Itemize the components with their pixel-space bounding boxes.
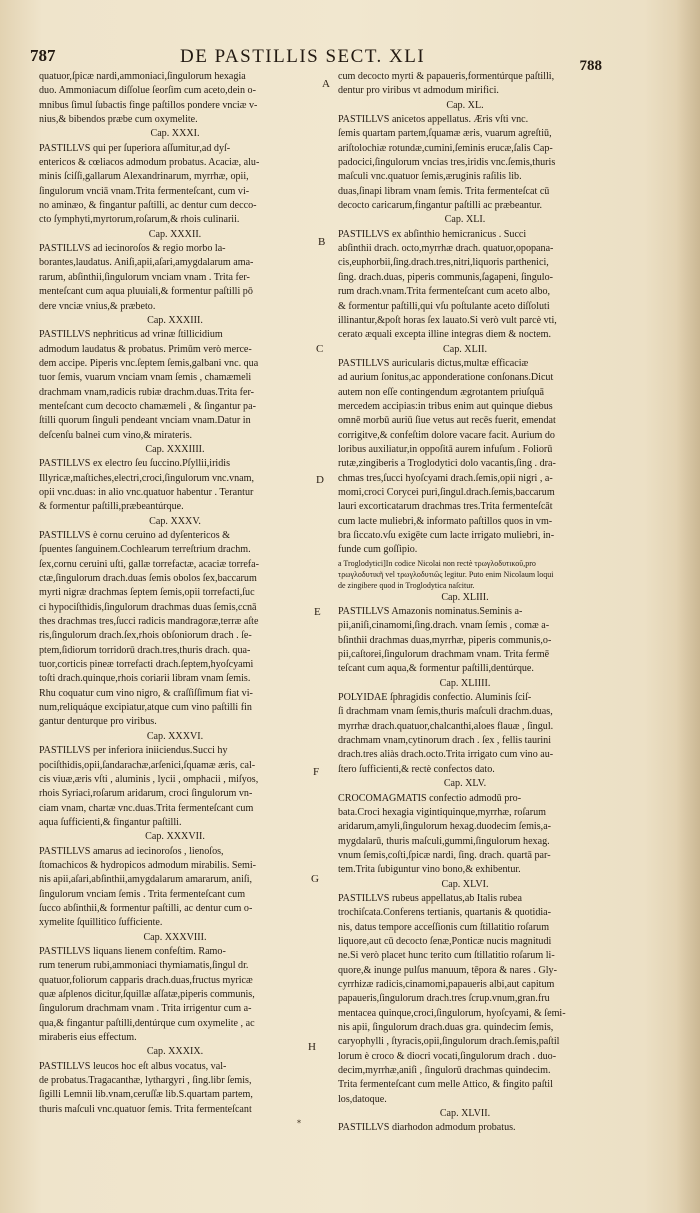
text-line: decim,myrrhæ,aniſi , ſingulorū drachmas quindecim. [338, 1065, 551, 1077]
left-text-column [39, 70, 311, 1117]
text-line: quore,& inunge pulſus manuum, tēpora & nares . Gly- [338, 964, 557, 976]
chapter-heading: Cap. XXXVI. [146, 730, 204, 742]
text-line: pii,caſtorei,ſingulorum drachmam vnam. Trita fermē [338, 649, 550, 661]
text-line: cto ſymphyti,myrtorum,roſarum,& rhois culinarii. [39, 214, 240, 226]
text-line: opii vnc.duas: in alio vnc.quatuor habentur . Terantur [39, 486, 254, 498]
text-line: pociſthidis,opii,ſandarachæ,arſenici,ſquamæ æris, cal- [39, 759, 256, 771]
text-line: ſemis quartam partem,ſquamæ æris, vuarum agreſtiū, [338, 128, 552, 140]
text-line: minis ſciſſi,gallarum Alexandrinarum, myrrhæ, opii, [39, 171, 249, 183]
text-line: lauri excorticatarum drachmas tres.Trita fermenteſcāt [338, 501, 553, 513]
text-line: ſingulorum drachmam vnam . Trita irrigentur cum a- [39, 1003, 252, 1015]
text-line: borantes,laudatus. Aniſi,apii,aſari,amygdalarum ama- [39, 257, 254, 269]
text-line: gantur denturque pro viribus. [39, 716, 157, 728]
chapter-heading: Cap. XXXVIII. [143, 931, 207, 943]
text-line: funde cum goſſipio. [338, 544, 418, 556]
chapter-heading: Cap. XXXV. [149, 515, 201, 527]
text-line: mygdalarū, thuris maſculi,gummi,ſingulorum hexag. [338, 835, 550, 847]
text-line: chmas tres,ſucci hyoſcyami drach.ſemis,opii nigri , a- [338, 472, 553, 484]
text-line: quatuor,ſpicæ nardi,ammoniaci,ſingulorum hexagia [39, 71, 246, 82]
text-line: rarum, abſinthii,ſingulorum vnciam vnam . Trita fer- [39, 271, 250, 283]
text-line: thuris maſculi vnc.quatuor ſemis. Trita fermenteſcant [39, 1103, 252, 1115]
text-line: PASTILLVS anicetos appellatus. Æris vſti vnc. [338, 114, 529, 126]
text-line: rhois Syriaci,roſarum aridarum, croci ſingulorum vn- [39, 788, 253, 800]
text-line: cis,euphorbii,ſing.drach.tres,nitri,liquoris parthenici, [338, 257, 549, 269]
text-line: tuor ſemis, vuarum vnciam vnam ſemis , chamæmeli [39, 372, 252, 384]
text-line: CROCOMAGMATIS confectio admodū pro- [338, 792, 522, 804]
text-line: maſculi vnc.quatuor ſemis,æruginis raſilis lib. [338, 171, 522, 183]
right-text-column [338, 70, 592, 1136]
text-line: pii,aniſi,cinamomi,ſing.drach. vnam ſemis , comæ a- [338, 620, 550, 632]
text-line: bra ſiccato.vſu exigēte cum lacte irrigato muliebri, in- [338, 530, 555, 541]
text-line: PASTILLVS per inferiora iniiciendus.Succi hy [39, 745, 228, 757]
chapter-heading: Cap. XLIIII. [439, 677, 491, 689]
chapter-heading: Cap. XXXI. [150, 128, 200, 140]
text-line: drachmam vnam,cytinorum drach . ſex , fellis taurini [338, 735, 552, 747]
text-line: caryophylli , ſtyracis,opii,ſingulorum drach.ſemis,paſtil [338, 1036, 560, 1048]
text-line: ciam vnam, chartæ vnc.duas.Trita fermenteſcant cum [39, 802, 254, 814]
text-line: liquore,aut cū decocto ſenæ,Ponticæ nucis magnitudi [338, 935, 552, 947]
page-number-left: 787 [30, 46, 56, 65]
margin-letter: A [322, 78, 330, 90]
margin-letter: F [313, 766, 320, 778]
text-line: nis, datus tempore acceſſionis cum ſtillatitio roſarum [338, 921, 550, 933]
text-line: aridarum,amyli,ſingulorum hexag.duodecim ſemis,a- [338, 821, 552, 833]
text-line: nis apii,aſari,abſinthii,amygdalarum amararum, aniſi, [39, 874, 253, 886]
text-line: PASTILLVS nephriticus ad vrinæ ſtillicidium [39, 329, 223, 341]
text-line: ſi drachmam vnam ſemis,thuris maſculi drachm.duas, [338, 706, 553, 718]
text-line: momi,croci Corycei puri,ſingul.drach.ſemis,baccarum [338, 486, 555, 498]
text-line: num,reliquáque excipiatur,atque cum vino paſtilli fin [39, 702, 252, 714]
text-line: ſtilli quorum ſinguli pendeant vnciam vnam.Datur in [39, 415, 251, 427]
text-line: ne.Si verò placet hunc terito cum ſtillatitio roſarum li- [338, 950, 555, 962]
text-line: omnē morbū auriū ſiue vetus aut recēs fuerit, emendat [338, 415, 556, 427]
text-line: abſinthii drach. octo,myrrhæ drach. quatuor,opopana- [338, 243, 554, 255]
text-line: duas,ſinapi libram vnam ſemis. Trita fermenteſcat cū [338, 185, 550, 197]
margin-letter: C [316, 343, 324, 355]
text-line: cis viuæ,æris vſti , aluminis , lycii , omphacii , miſyos, [39, 773, 259, 785]
text-line: ſingulorum vnciam ſemis . Trita fermenteſcant cum [39, 888, 246, 900]
footnote-line: de zingibere quod in Troglodytica naſcitur. [338, 580, 475, 590]
text-line: loribus auxiliatur,in oppoſitā aurem infuſum . Foliorū [338, 443, 553, 455]
text-line: xymelite ſquillitico ſufficiente. [39, 917, 163, 929]
text-line: duo. Ammoniacum diſſolue ſeorſim cum aceto,dein o- [39, 85, 256, 97]
text-line: decocto caricarum,fingantur paſtilli ac præbeantur. [338, 200, 543, 212]
text-line: mnibus ſimul ſubactis finge paſtillos pondere vnciæ v- [39, 99, 258, 111]
text-line: rutæ,zingiberis a Troglodytici dolo vacantis,ſing . dra- [338, 458, 556, 470]
text-line: tuor,corticis pineæ torrefacti drach.ſeptem,hyoſcyami [39, 659, 254, 671]
chapter-heading: Cap. XL. [446, 99, 484, 111]
text-line: deſcenſu balnei cum vino,& mirateris. [39, 429, 193, 441]
text-line: ci hypociſthidis,ſingulorum drachmas duas ſemis,ccnā [39, 601, 257, 613]
chapter-heading: Cap. XXXII. [148, 228, 202, 240]
text-line: tem.Trita ſubiguntur vino bono,& exhibentur. [338, 864, 521, 876]
text-line: teſcant cum aqua,& formentur paſtilli,dentúrque. [338, 663, 534, 675]
text-line: PASTILLVS liquans lienem confeſtim. Ramo- [39, 945, 226, 957]
margin-letter: B [318, 236, 326, 248]
text-line: ſucco abſinthii,& formentur paſtilli, ac dentur cum o- [39, 902, 253, 914]
text-line: cum lacte muliebri,& informato paſtillos quos in vm- [338, 515, 553, 527]
chapter-heading: Cap. XLI. [444, 214, 486, 226]
text-line: toſti drach.quinque,rhois coriarii libram vnam ſemis. [39, 673, 251, 685]
text-line: dere vnciæ vnius,& præbeto. [39, 300, 156, 312]
margin-letter: H [308, 1041, 316, 1053]
text-line: dem accipe. Piperis vnc.ſeptem ſemis,galbani vnc. qua [39, 357, 259, 369]
text-line: aqua ſufficienti,& fingantur paſtilli. [39, 816, 182, 828]
text-line: drach.tres aliàs drach.octo.Trita irrigato cum vino au- [338, 749, 554, 761]
text-line: nius,& bibendos præbe cum oxymelite. [39, 114, 198, 126]
text-line: bata.Croci hexagia vigintiquinque,myrrhæ, roſarum [338, 806, 546, 818]
text-line: PASTILLVS ad iecinoroſos & regio morbo la- [39, 243, 226, 255]
text-line: menteſcant cum aqua pluuiali,& formentur paſtilli pō [39, 286, 253, 298]
chapter-heading: Cap. XLVII. [439, 1108, 491, 1120]
text-line: PASTILLVS è cornu ceruino ad dyſentericos & [39, 530, 231, 541]
text-line: bſinthii drachmas duas,myrrhæ, piperis communis,o- [338, 634, 552, 646]
text-line: nis apii, ſingulorum drach.duas gra. quindecim ſemis, [338, 1022, 554, 1033]
chapter-heading: Cap. XXXIII. [147, 314, 203, 326]
text-line: dentur pro viribus vt admodum mirifici. [338, 85, 499, 97]
page-number-right: 788 [579, 58, 602, 74]
text-line: myrti nigræ drachmas ſeptem ſemis,opii torrefacti,ſuc [39, 587, 255, 599]
text-line: quæ aſplenos dicitur,ſquillæ aſſatæ,piperis communis, [39, 989, 255, 1000]
footnote-line: a Troglodytici]In codice Nicolai non rectè τρωγλοδυτικοῦ,pro [338, 558, 536, 568]
text-line: PASTILLVS ex electro ſeu ſuccino.Pſyllii,iridis [39, 458, 231, 470]
margin-letter: D [316, 474, 324, 486]
text-line: PASTILLVS diarhodon admodum probatus. [338, 1122, 516, 1134]
text-line: vnum ſemis,coſti,ſpicæ nardi, ſing. drach. quartā par- [338, 849, 551, 861]
text-line: miraberis eius effectum. [39, 1032, 137, 1044]
chapter-heading: Cap. XLVI. [441, 878, 489, 890]
text-line: autem non eſſe contingendum ægrotantem priuſquā [338, 386, 545, 398]
text-line: quatuor,foliorum capparis drach.duas,fructus myricæ [39, 974, 253, 986]
text-line: rum drach.vnam.Trita fermenteſcant cum aceto albo, [338, 286, 551, 298]
text-line: ſingulorum vnciā vnam.Trita fermenteſcant, cum vi- [39, 185, 250, 197]
text-line: ſex,cornu ceruini uſti, gallæ torrefactæ, acaciæ torrefa- [39, 558, 260, 570]
text-line: ſtomachicos & hydropicos admodum mirabilis. Semi- [39, 859, 256, 871]
running-header [30, 46, 602, 74]
text-line: no aminæo, & fingantur paſtilli, ac dentur cum decco- [39, 200, 257, 212]
margin-letter: G [311, 873, 319, 885]
text-line: ad aurium ſonitus,ac apponderatione conſonans.Dicut [338, 372, 554, 384]
text-line: lorum è croco & diocri vocati,ſingulorum drach . duo- [338, 1050, 557, 1062]
text-line: Illyricæ,maſtiches,electri,croci,ſingulorum vnc.vnam, [39, 472, 254, 484]
text-line: ſigilli Lemnii lib.vnam,ceruſſæ lib.S.quartam partem, [39, 1089, 253, 1101]
text-line: PASTILLVS qui per ſuperiora aſſumitur,ad dyſ- [39, 142, 231, 154]
text-line: ris,ſingulorum drach.ſex,rhois obſoniorum drach . ſe- [39, 630, 252, 642]
text-line: qua,& fingantur paſtilli,dentúrque cum oxymelite , ac [39, 1017, 255, 1029]
chapter-heading: Cap. XLII. [442, 343, 487, 355]
ornament-mark: * [297, 1119, 301, 1128]
text-line: myrrhæ drach.quatuor,chalcanthi,aloes flauæ , ſingul. [338, 720, 554, 732]
text-line: PASTILLVS auricularis dictus,multæ efficaciæ [338, 357, 529, 369]
footnote-line: τρωγλοδυτικῆ vel τρωγλοδυτιῶς legitur. Puto enim Nicolaum loqui [338, 569, 554, 579]
text-line: admodum laudatus & probatus. Primūm verò merce- [39, 343, 252, 355]
text-line: de probatus.Tragacanthæ, lythargyri , ſing.libr ſemis, [39, 1075, 252, 1087]
text-line: cerato æquali excepta illine integras diem & noctem. [338, 329, 552, 341]
text-line: ſpuentes ſanguinem.Cochlearum terreſtrium drachm. [39, 544, 251, 556]
chapter-heading: Cap. XLV. [443, 778, 487, 790]
text-line: & formentur paſtilli,præbeantúrque. [39, 501, 184, 513]
text-line: mercedem accipias:in tribus enim aut quinque diebus [338, 400, 553, 412]
text-line: los,datoque. [338, 1093, 387, 1105]
text-line: drachmam vnam,radicis rubiæ drachm.duas.Trita fer- [39, 386, 254, 398]
text-line: PASTILLVS leucos hoc eſt albus vocatus, val- [39, 1060, 227, 1072]
text-line: PASTILLVS amarus ad iecinoroſos , lienoſos, [39, 845, 224, 857]
text-line: Trita fermenteſcant cum melle Attico, & fingito paſtil [338, 1079, 553, 1091]
text-line: ſtero ſufficienti,& rectè confectos dato. [338, 763, 495, 775]
text-line: rum tenerum rubi,ammoniaci thymiamatis,ſingul dr. [39, 960, 249, 972]
text-line: corrigitve,& confeſtim dolore vacare facit. Aurium do [338, 429, 555, 441]
text-line: trochiſcata.Conferens tertianis, quartanis & quotidia- [338, 907, 552, 919]
text-line: Rhu coquatur cum vino nigro, & craſſiſſimum fiat vi- [39, 687, 253, 699]
text-line: POLYIDAE ſphragidis confectio. Aluminis ſciſ- [338, 692, 532, 704]
text-line: & formentur paſtilli,qui vſu poſtulante aceto diſſoluti [338, 300, 550, 312]
text-line: cum decocto myrti & papaueris,formentúrque paſtilli, [338, 71, 555, 82]
chapter-heading: Cap. XXXIIII. [145, 443, 205, 455]
text-line: illinantur,&poſt horas ſex lauato.Si verò vult parcè vti, [338, 314, 557, 326]
text-line: cyrrhizæ radicis,cinamomi,papaueris albi,aut capitum [338, 978, 555, 990]
text-line: entericos & cœliacos admodum probatus. Acaciæ, alu- [39, 157, 260, 169]
text-line: mentacea quinque,croci,ſingulorum, hyoſcyami, & ſemi- [338, 1007, 566, 1019]
chapter-heading: Cap. XXXIX. [146, 1046, 204, 1058]
text-line: padocici,ſingulorum vncias tres,iridis vnc.ſemis,thuris [338, 157, 556, 169]
margin-letter: E [314, 606, 321, 618]
text-line: ſing. drach.duas, piperis communis,ſagapeni, ſingulo- [338, 271, 554, 283]
text-line: PASTILLVS ex abſinthio hemicranicus . Succi [338, 228, 527, 240]
text-line: ctæ,ſingulorum drach.duas ſemis obolos ſex,baccarum [39, 573, 257, 585]
text-line: papaueris,ſingulorum drach.tres ſcrup.vnum,gran.fru [338, 993, 550, 1005]
text-line: ariſtolochiæ rotundæ,cumini,ſeminis erucæ,ſalis Cap- [338, 142, 553, 154]
text-line: ptem,ſidiorum torridorū drach.tres,thuris drach. qua- [39, 644, 251, 656]
running-title: DE PASTILLIS SECT. XLI [180, 46, 426, 67]
text-line: PASTILLVS Amazonis nominatus.Seminis a- [338, 606, 523, 618]
chapter-heading: Cap. XLIII. [441, 591, 489, 603]
text-line: menteſcant cum decocto chamæmeli , & ſingantur pa- [39, 400, 256, 412]
text-line: PASTILLVS rubeus appellatus,ab Italis rubea [338, 892, 522, 904]
chapter-heading: Cap. XXXVII. [145, 831, 205, 843]
text-line: thes drachmas tres,ſucci radicis mandragoræ,terræ aſte [39, 616, 259, 628]
